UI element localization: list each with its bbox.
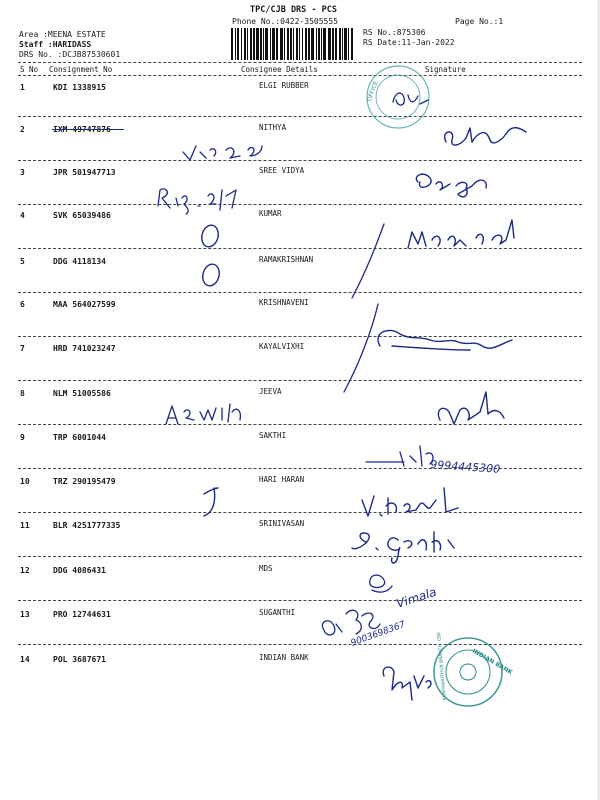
signature-row12: [370, 575, 392, 592]
row-serial-number: 12: [20, 566, 30, 575]
column-header-consignment: Consignment No: [49, 65, 113, 74]
ink-stroke-long-1: [352, 224, 384, 298]
bank-stamp: [434, 632, 514, 706]
phone-row13: 9003698367: [349, 619, 407, 649]
office-stamp: [366, 66, 429, 128]
row-consignment-number: TRZ 290195479: [53, 477, 116, 486]
row-consignee-name: KAYALVIXHI: [259, 342, 305, 351]
row-consignment-number: HRD 741023247: [53, 344, 116, 353]
signature-row8: [438, 392, 504, 424]
annotation-row2-ink: [183, 146, 262, 160]
row-consignee-name: RAMAKRISHNAN: [259, 255, 314, 264]
row-consignment-number: POL 3687671: [53, 655, 106, 664]
row-consignee-name: SRINIVASAN: [259, 519, 305, 528]
signature-row3: [416, 174, 486, 197]
annotation-row10-ink: [204, 488, 218, 516]
row-serial-number: 13: [20, 610, 30, 619]
row-consignee-name: KRISHNAVENI: [259, 298, 309, 307]
row-serial-number: 8: [20, 389, 25, 398]
signature-row10: [362, 488, 458, 516]
row-consignment-number: TRP 6001044: [53, 433, 106, 442]
bank-stamp-name: INDIAN BANK: [471, 647, 514, 677]
row-consignee-name: MDS: [259, 564, 273, 573]
bank-stamp-branch: KUNIYAMUTHUR BRANCH, CBE: [437, 631, 448, 701]
document-title: TPC/CJB DRS - PCS: [250, 5, 337, 15]
row-serial-number: 2: [20, 125, 25, 134]
drs-number: DRS No. :DCJB87530601: [19, 50, 121, 59]
signature-row2: [445, 128, 526, 145]
row-serial-number: 1: [20, 83, 25, 92]
column-header-signature: Signature: [425, 65, 466, 74]
row-serial-number: 6: [20, 300, 25, 309]
row-serial-number: 4: [20, 211, 25, 220]
annotation-row8-ink: [166, 404, 240, 424]
column-header-sno: S No: [20, 65, 39, 74]
signature-row4: [408, 220, 514, 248]
signature-row9: [366, 446, 433, 466]
annotation-row5-ink: [200, 262, 221, 287]
signature-row7: [378, 330, 512, 350]
row-consignment-number: SVK 65039486: [53, 211, 111, 220]
annotation-row4-ink: [199, 223, 220, 248]
row-consignee-name: SREE VIDYA: [259, 166, 305, 175]
row-consignee-name: SUGANTHI: [259, 608, 296, 617]
phone-row9: 9994445300: [429, 458, 501, 476]
row-consignee-name: INDIAN BANK: [259, 653, 309, 662]
row-serial-number: 14: [20, 655, 30, 664]
rs-date: RS Date:11-Jan-2022: [363, 38, 455, 47]
staff-label: Staff :HARIDASS: [19, 40, 92, 49]
row-consignee-name: ELGI RUBBER: [259, 81, 309, 90]
office-stamp-text: OFFICE: [365, 79, 380, 103]
row-consignment-number: MAA 564027599: [53, 300, 116, 309]
row-serial-number: 5: [20, 257, 25, 266]
annotation-row3-ink: [158, 189, 236, 214]
page-number: Page No.:1: [455, 17, 504, 26]
row-serial-number: 7: [20, 344, 25, 353]
rs-number: RS No.:875306: [363, 28, 426, 37]
row-consignee-name: SAKTHI: [259, 431, 287, 440]
row-consignment-number: NLM 51005586: [53, 389, 111, 398]
row-serial-number: 10: [20, 477, 30, 486]
column-header-consignee: Consignee Details: [241, 65, 318, 74]
row-consignee-name: NITHYA: [259, 123, 287, 132]
row-consignment-number: DDG 4118134: [53, 257, 106, 266]
row-consignee-name: KUMAR: [259, 209, 282, 218]
row-serial-number: 9: [20, 433, 25, 442]
row-consignment-number: KDI 1338915: [53, 83, 106, 92]
area-label: Area :MEENA ESTATE: [19, 30, 106, 39]
phone-number: Phone No.:0422-3505555: [232, 17, 338, 26]
row-consignee-name: HARI HARAN: [259, 475, 305, 484]
row-consignment-number: PRO 12744631: [53, 610, 111, 619]
row-consignment-number: IXM 49747876: [53, 125, 111, 134]
row-consignee-name: JEEVA: [259, 387, 282, 396]
ink-stroke-long-2: [344, 304, 378, 392]
name-row13: Vimala: [394, 584, 439, 611]
row-serial-number: 3: [20, 168, 25, 177]
row-serial-number: 11: [20, 521, 30, 530]
signature-row14: [383, 667, 431, 700]
row-consignment-number: DDG 4086431: [53, 566, 106, 575]
row-consignment-number: JPR 501947713: [53, 168, 116, 177]
row-consignment-number: BLR 4251777335: [53, 521, 121, 530]
signature-row11: [352, 532, 454, 563]
